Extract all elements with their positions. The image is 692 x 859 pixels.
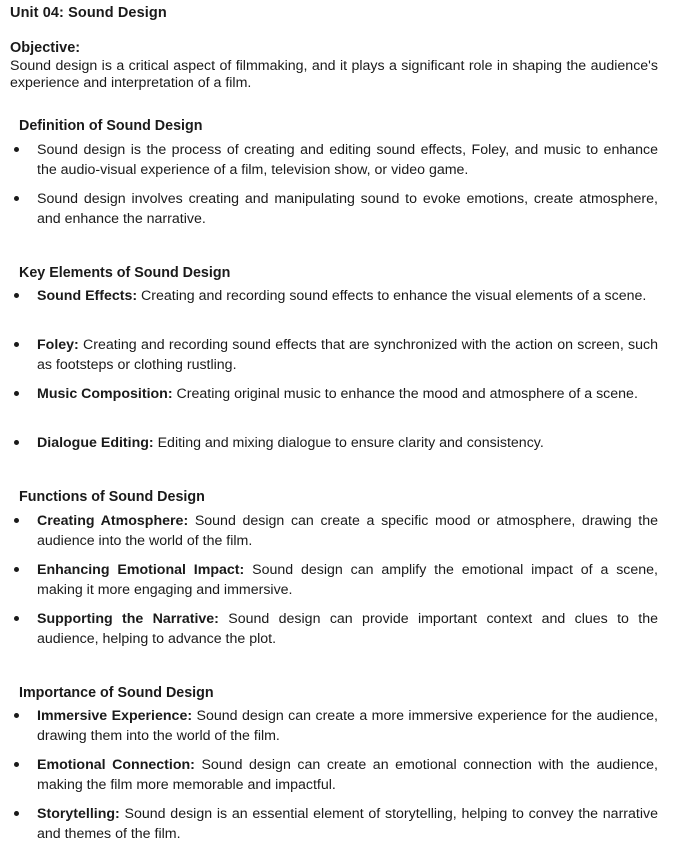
list-item-text xyxy=(37,755,658,795)
bullet-icon xyxy=(14,196,19,201)
list-item-description: Sound design is the process of creating and editing sound effects, Foley, and music to enhance the audio-visual experience of a film, television show, or video game. xyxy=(37,142,658,178)
objective-label: Objective: xyxy=(10,40,81,56)
section-heading: Key Elements of Sound Design xyxy=(19,265,231,281)
list-item-term: Emotional Connection: xyxy=(37,757,195,773)
list-item-description: Sound design can create a specific mood or atmosphere, drawing the audience into the world of the film. xyxy=(37,513,658,549)
bullet-icon xyxy=(14,293,19,298)
bullet-icon xyxy=(14,391,19,396)
list-item-description: Editing and mixing dialogue to ensure clarity and consistency. xyxy=(153,435,544,451)
section-heading: Importance of Sound Design xyxy=(19,685,214,701)
objective-text: Sound design is a critical aspect of filmmaking, and it plays a significant role in shaping the audience's experience and interpretation of a film. xyxy=(10,58,658,91)
list-item-term: Supporting the Narrative: xyxy=(37,611,219,627)
list-item-description: Creating original music to enhance the mood and atmosphere of a scene. xyxy=(172,386,638,402)
list-item-term: Immersive Experience: xyxy=(37,708,193,724)
list-item-text xyxy=(37,706,658,746)
page-title: Unit 04: Sound Design xyxy=(10,5,167,21)
bullet-icon xyxy=(14,713,19,718)
list-item-text xyxy=(37,560,658,600)
list-item-text xyxy=(37,189,658,229)
list-item-description: Sound design is an essential element of storytelling, helping to convey the narrative and themes of the film. xyxy=(37,806,658,842)
list-item-text xyxy=(37,609,658,649)
list-item-term: Dialogue Editing: xyxy=(37,435,154,451)
list-item-text xyxy=(37,804,658,844)
bullet-icon xyxy=(14,616,19,621)
bullet-icon xyxy=(14,147,19,152)
list-item-term: Sound Effects: xyxy=(37,288,138,304)
list-item-text xyxy=(37,384,658,404)
list-item-term: Creating Atmosphere: xyxy=(37,513,189,529)
bullet-icon xyxy=(14,762,19,767)
list-item-term: Enhancing Emotional Impact: xyxy=(37,562,245,578)
list-item-term: Storytelling: xyxy=(37,806,120,822)
list-item-term: Foley: xyxy=(37,337,79,353)
bullet-icon xyxy=(14,518,19,523)
bullet-icon xyxy=(14,342,19,347)
list-item-description: Sound design involves creating and manipulating sound to evoke emotions, create atmosphere, and enhance the narrative. xyxy=(37,191,658,227)
list-item-description: Creating and recording sound effects that are synchronized with the action on screen, such as footsteps or clothing rustling. xyxy=(37,337,658,373)
list-item-text xyxy=(37,433,658,453)
section-heading: Functions of Sound Design xyxy=(19,489,205,505)
list-item-text xyxy=(37,286,658,306)
section-heading: Definition of Sound Design xyxy=(19,118,203,134)
list-item-description: Sound design can provide important context and clues to the audience, helping to advance the plot. xyxy=(37,611,658,647)
list-item-description: Sound design can create an emotional connection with the audience, making the film more memorable and impactful. xyxy=(37,757,658,793)
bullet-icon xyxy=(14,811,19,816)
bullet-icon xyxy=(14,440,19,445)
list-item-text xyxy=(37,140,658,180)
list-item-description: Sound design can amplify the emotional impact of a scene, making it more engaging and immersive. xyxy=(37,562,658,598)
list-item-term: Music Composition: xyxy=(37,386,173,402)
list-item-description: Creating and recording sound effects to enhance the visual elements of a scene. xyxy=(137,288,647,304)
list-item-text xyxy=(37,511,658,551)
list-item-description: Sound design can create a more immersive experience for the audience, drawing them into the world of the film. xyxy=(37,708,658,744)
bullet-icon xyxy=(14,567,19,572)
list-item-text xyxy=(37,335,658,375)
